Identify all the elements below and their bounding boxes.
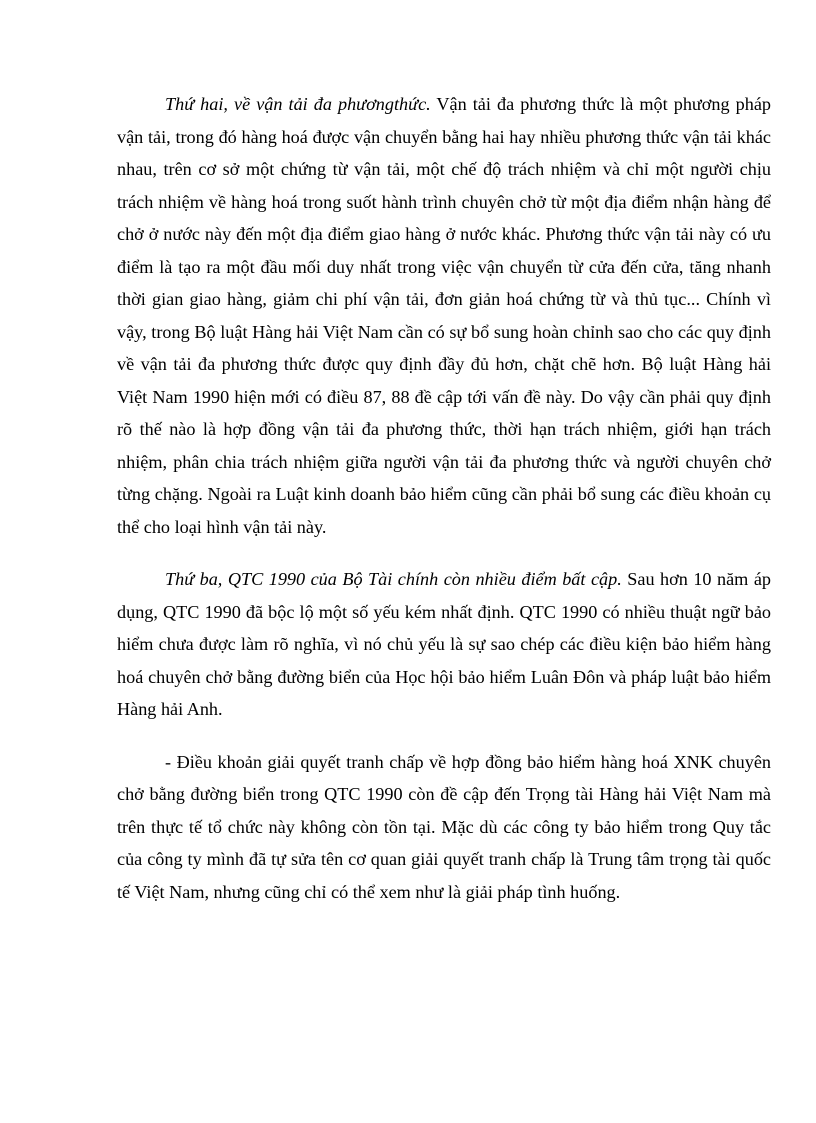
- paragraph-multimodal-transport: [117, 88, 771, 543]
- paragraph-lead: Thứ hai, về vận tải đa phươngthức.: [165, 94, 431, 114]
- paragraph-dispute-clause: [117, 746, 771, 909]
- document-body: [117, 88, 771, 908]
- paragraph-text: - Điều khoản giải quyết tranh chấp về hợp đồng bảo hiểm hàng hoá XNK chuyên chở bằng đường biển trong QTC 1990 còn đề cập đến Trọng tài Hàng hải Việt Nam mà trên thực tế tổ chức này không còn tồn tại. Mặc dù các công ty bảo hiểm trong Quy tắc của công ty mình đã tự sửa tên cơ quan giải quyết tranh chấp là Trung tâm trọng tài quốc tế Việt Nam, nhưng cũng chỉ có thể xem như là giải pháp tình huống.: [117, 751, 771, 902]
- paragraph-text: Sau hơn 10 năm áp dụng, QTC 1990 đã bộc lộ một số yếu kém nhất định. QTC 1990 có nhiều thuật ngữ bảo hiểm chưa được làm rõ nghĩa, vì nó chủ yếu là sự sao chép các điều kiện bảo hiểm hàng hoá chuyên chở bằng đường biển của Học hội bảo hiểm Luân Đôn và pháp luật bảo hiểm Hàng hải Anh.: [117, 569, 771, 719]
- paragraph-lead: Thứ ba, QTC 1990 của Bộ Tài chính còn nhiều điểm bất cập.: [165, 569, 622, 589]
- paragraph-qtc-1990: [117, 563, 771, 726]
- paragraph-text: Vận tải đa phương thức là một phương pháp vận tải, trong đó hàng hoá được vận chuyển bằng hai hay nhiều phương thức vận tải khác nhau, trên cơ sở một chứng từ vận tải, một chế độ trách nhiệm và chỉ một người chịu trách nhiệm về hàng hoá trong suốt hành trình chuyên chở từ một địa điểm nhận hàng để chở ở nước này đến một địa điểm giao hàng ở nước khác. Phương thức vận tải này có ưu điểm là tạo ra một đầu mối duy nhất trong việc vận chuyển từ cửa đến cửa, tăng nhanh thời gian giao hàng, giảm chi phí vận tải, đơn giản hoá chứng từ và thủ tục... Chính vì vậy, trong Bộ luật Hàng hải Việt Nam cần có sự bổ sung hoàn chỉnh sao cho các quy định về vận tải đa phương thức được quy định đầy đủ hơn, chặt chẽ hơn. Bộ luật Hàng hải Việt Nam 1990 hiện mới có điều 87, 88 đề cập tới vấn đề này. Do vậy cần phải quy định rõ thế nào là hợp đồng vận tải đa phương thức, thời hạn trách nhiệm, giới hạn trách nhiệm, phân chia trách nhiệm giữa người vận tải đa phương thức và người chuyên chở từng chặng. Ngoài ra Luật kinh doanh bảo hiểm cũng cần phải bổ sung các điều khoản cụ thể cho loại hình vận tải này.: [117, 94, 771, 537]
